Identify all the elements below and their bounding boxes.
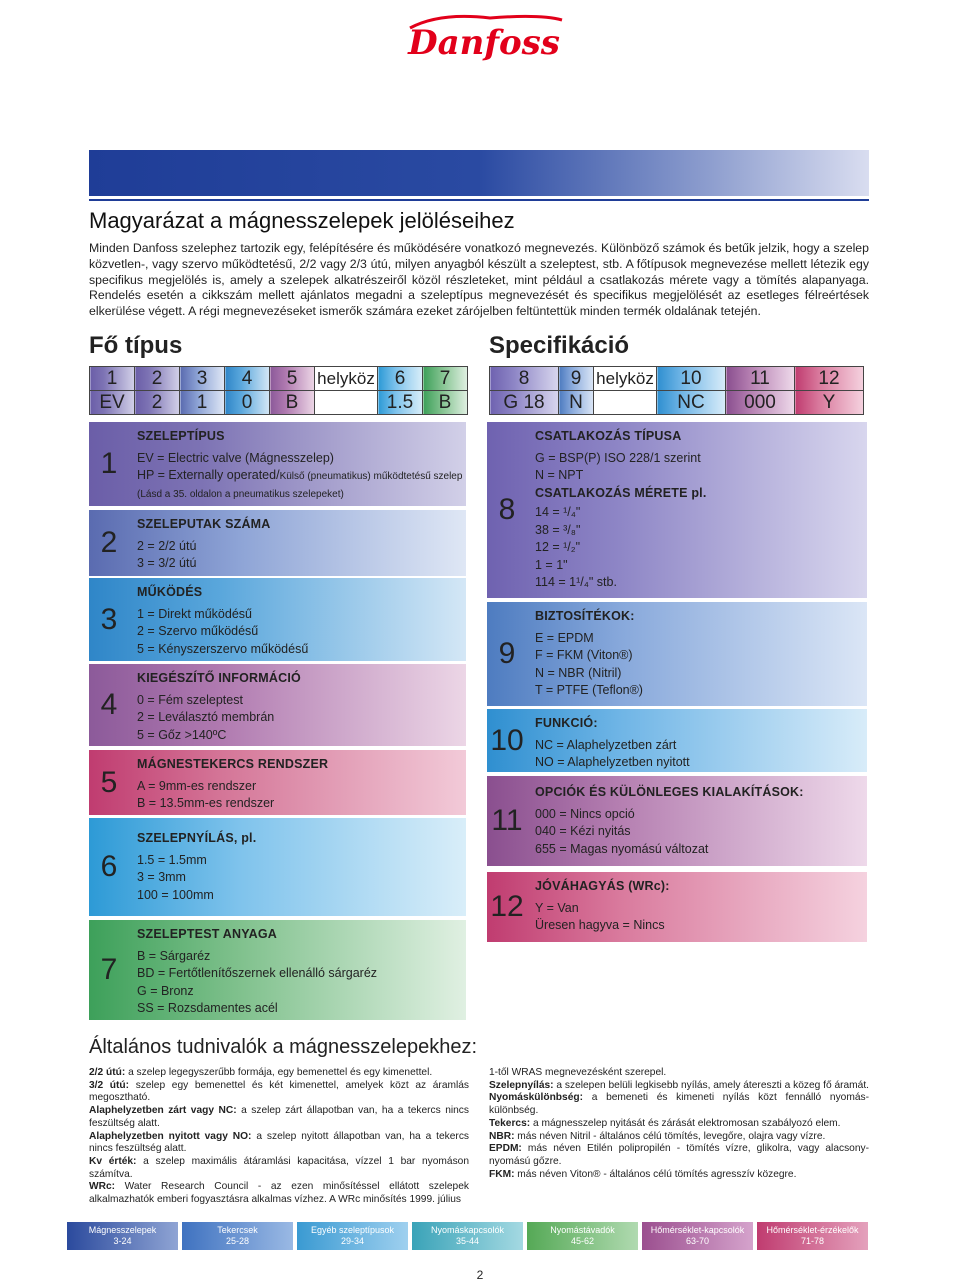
nav-label: Mágnesszelepek (88, 1225, 157, 1235)
row-line: N = NPT (535, 468, 584, 482)
term-text: a szelep legegyszerűbb formája, egy bemenettel és egy kimenettel. (125, 1067, 433, 1078)
row-heading: CSATLAKOZÁS TÍPUSA (535, 429, 682, 443)
footer-nav-homerseklet-erzekelok[interactable] (757, 1222, 868, 1250)
fo-row-3 (89, 578, 466, 661)
row-line: 655 = Magas nyomású változat (535, 841, 709, 856)
row-body (129, 750, 466, 815)
logo-text: Danfoss (408, 23, 560, 63)
row-body (129, 510, 466, 576)
fo-row-5 (89, 750, 466, 815)
row-line: F = FKM (Viton®) (535, 648, 633, 662)
spec-row-12 (487, 872, 867, 942)
definition (89, 1156, 469, 1181)
nav-label: Nyomástávadók (550, 1225, 615, 1235)
code-cell: 2 (135, 391, 180, 415)
definition (489, 1118, 869, 1131)
row-heading: CSATLAKOZÁS MÉRETE pl. (535, 485, 707, 500)
header-band (89, 150, 869, 196)
fo-row-7 (89, 920, 466, 1020)
nav-label: Tekercsek (217, 1225, 258, 1235)
code-cell: EV (90, 391, 135, 415)
term-text: a szelep maximális átáramlási kapacitása, vízzel 1 bar nyomáson számítva. (89, 1155, 469, 1180)
fo-tipus-code-table (89, 366, 468, 415)
term: WRc: (89, 1181, 116, 1193)
row-line: 2 = Leválasztó membrán (137, 710, 275, 724)
row-body (527, 776, 867, 866)
term: Tekercs: (489, 1117, 531, 1129)
row-line: NO = Alaphelyzetben nyitott (535, 755, 690, 769)
row-line: 100 = 100mm (137, 887, 214, 902)
code-cell: 8 (490, 367, 559, 391)
term-text: a mágnesszelep nyitását és zárását elektromosan szabályozó elem. (530, 1117, 841, 1129)
code-value-row (90, 391, 468, 415)
general-info-left (89, 1067, 469, 1207)
row-line: 0 = Fém szeleptest (137, 692, 243, 707)
code-cell: helyköz (594, 367, 657, 391)
code-cell: 4 (225, 367, 270, 391)
row-heading: MÁGNESTEKERCS RENDSZER (137, 757, 329, 771)
header-divider (89, 199, 869, 201)
term: Alaphelyzetben zárt vagy NC: (89, 1105, 237, 1117)
row-body (129, 578, 466, 661)
term: 3/2 útú: (89, 1079, 130, 1091)
row-line-part: Külső (pneumatikus) működtetésű szelep (279, 471, 463, 482)
code-cell: 1.5 (378, 391, 423, 415)
row-number: 5 (100, 765, 118, 799)
specifikacio-code-table (489, 366, 864, 415)
row-number: 3 (100, 602, 118, 636)
term-text: 1-től WRAS megnevezésként szerepel. (489, 1067, 667, 1078)
row-heading: KIEGÉSZÍTŐ INFORMÁCIÓ (137, 671, 301, 685)
nav-pages: 71-78 (800, 1236, 825, 1246)
nav-label: Egyéb szeleptípusok (310, 1225, 395, 1235)
row-number: 4 (100, 688, 118, 721)
row-heading: OPCIÓK ÉS KÜLÖNLEGES KIALAKÍTÁSOK: (535, 785, 804, 799)
row-line: 2 = 2/2 útú (137, 538, 197, 553)
nav-pages: 63-70 (685, 1236, 710, 1246)
row-line: T = PTFE (Teflon®) (535, 683, 643, 697)
nav-label: Hőmérséklet-érzékelők (766, 1225, 859, 1235)
spec-row-11 (487, 776, 867, 866)
fo-tipus-title: Fő típus (89, 332, 183, 359)
row-heading: SZELEPUTAK SZÁMA (137, 517, 271, 531)
row-line: 114 = 1¹/₄" stb. (535, 575, 617, 589)
code-cell: 1 (90, 367, 135, 391)
row-line: G = BSP(P) ISO 228/1 szerint (535, 450, 701, 465)
row-body (129, 664, 466, 746)
row-number: 11 (491, 804, 523, 837)
term-text: más néven Viton® - általános célú tömítés agresszív közegre. (514, 1168, 797, 1180)
row-line: 000 = Nincs opció (535, 806, 635, 821)
term-text: a szelepen belüli legkisebb nyílás, amely átereszti a közeg fő áramát. (553, 1079, 869, 1091)
fo-row-1 (89, 422, 466, 506)
row-number: 8 (498, 493, 516, 526)
row-number: 12 (490, 890, 524, 923)
row-line: 1 = 1" (535, 557, 568, 572)
general-info-right (489, 1067, 869, 1181)
row-line: 1.5 = 1.5mm (137, 852, 207, 867)
spec-row-9 (487, 602, 867, 706)
row-heading: FUNKCIÓ: (535, 716, 598, 730)
code-cell: 0 (225, 391, 270, 415)
row-line: 12 = ¹/₂" (535, 540, 581, 554)
code-cell: 6 (378, 367, 423, 391)
definition (89, 1105, 469, 1130)
row-body (129, 422, 466, 506)
row-body (129, 920, 466, 1020)
definition (89, 1067, 469, 1080)
footer-nav-magnesszelepek[interactable] (67, 1222, 178, 1250)
row-line: 38 = ³/₈" (535, 522, 581, 537)
term-text: a bemeneti és kimeneti nyílás közt fennálló nyomás-különbség. (489, 1092, 869, 1117)
term: EPDM: (489, 1143, 522, 1155)
term: Alaphelyzetben nyitott vagy NO: (89, 1130, 252, 1142)
code-cell: 2 (135, 367, 180, 391)
nav-pages: 45-62 (570, 1236, 595, 1246)
row-number: 9 (498, 637, 516, 670)
term-text: más néven Etilén polipropilén - tömítés vízre, glikolra, vagy alacsony-nyomású gőzre. (489, 1143, 869, 1167)
code-value-row (490, 391, 864, 415)
row-heading: JÓVÁHAGYÁS (WRc): (535, 879, 670, 893)
row-number: 7 (100, 953, 118, 986)
code-cell: B (423, 391, 468, 415)
definition (489, 1080, 869, 1093)
definition (489, 1169, 869, 1182)
row-line-part: HP = Externally operated/ (137, 468, 280, 482)
term: FKM: (489, 1168, 515, 1180)
nav-pages: 35-44 (455, 1236, 480, 1246)
definition (489, 1131, 869, 1144)
row-line: G = Bronz (137, 983, 194, 998)
definition (489, 1067, 869, 1080)
term: Kv érték: (89, 1155, 137, 1167)
row-line: EV = Electric valve (Mágnesszelep) (137, 450, 334, 465)
spec-row-8 (487, 422, 867, 598)
code-cell: 11 (726, 367, 795, 391)
row-line (137, 467, 466, 486)
code-cell: helyköz (315, 367, 378, 391)
nav-pages: 25-28 (225, 1236, 250, 1246)
fo-row-2 (89, 510, 466, 576)
nav-label: Hőmérséklet-kapcsolók (650, 1225, 745, 1235)
row-heading: SZELEPTEST ANYAGA (137, 927, 277, 941)
page-title: Magyarázat a mágnesszelepek jelöléseihez (89, 208, 515, 233)
term-text: a szelep zárt állapotban van, ha a tekercs nincs feszültség alatt. (89, 1105, 469, 1129)
code-cell: B (270, 391, 315, 415)
footer-nav-homerseklet-kapcsolok[interactable] (642, 1222, 753, 1250)
definition (89, 1181, 469, 1206)
row-number: 2 (100, 526, 118, 559)
definition (489, 1092, 869, 1117)
term-text: Water Research Council - az ezen minősítéssel ellátott szelepek alkalmazhatók emberi fogyasztásra alkalmas vízhez. A WRc minősítés 1999. július (89, 1181, 469, 1206)
definition (489, 1143, 869, 1168)
fo-row-4 (89, 664, 466, 746)
row-line: A = 9mm-es rendszer (137, 778, 257, 793)
specifikacio-title: Specifikáció (489, 332, 630, 359)
row-number: 6 (100, 850, 118, 883)
footer-nav (67, 1222, 868, 1250)
code-header-row (90, 367, 468, 391)
nav-pages: 3-24 (113, 1236, 132, 1246)
row-heading: MŰKÖDÉS (137, 585, 203, 599)
fo-row-6 (89, 818, 466, 916)
intro-paragraph: Minden Danfoss szelephez tartozik egy, felépítésére és működésére vonatkozó megnevezés. Különböző számok és betűk jelzik, hogy a szelep közvetlen-, vagy szervo működtetésű, 2/2 vagy 2/3 útú, milyen anyagból készült a szeleptest, stb. A főtípusok megnevezése mellett létezik egy specifikus megjelölés is, amely a szelepek alkatrészeiről közöl részleteket, mint például a csatlakozás mérete vagy a tömítés alapanyaga. Rendelés esetén a cikkszám mellett ajánlatos megadni a szeleptípus megnevezését és specifikus megjelölését az esetleges félreértések elkerülése végett. A régi megnevezéseket ismerők számára ezeket zárójelben feltüntettük minden termék oldalának tetején. (89, 241, 869, 319)
term: 2/2 útú: (89, 1067, 126, 1078)
row-line: 14 = ¹/₄" (535, 505, 581, 519)
code-cell: 12 (795, 367, 864, 391)
code-cell: 10 (657, 367, 726, 391)
danfoss-logo (400, 6, 570, 66)
code-cell: NC (657, 391, 726, 415)
code-cell (594, 391, 657, 415)
term: NBR: (489, 1130, 515, 1142)
row-number: 1 (100, 447, 118, 480)
row-heading: BIZTOSÍTÉKOK: (535, 609, 635, 623)
row-line: B = 13.5mm-es rendszer (137, 796, 275, 810)
general-info-title: Általános tudnivalók a mágnesszelepekhez: (89, 1036, 478, 1058)
row-heading: SZELEPTÍPUS (137, 429, 225, 443)
page-number: 2 (476, 1268, 484, 1282)
row-line: Üresen hagyva = Nincs (535, 918, 665, 932)
spec-row-10 (487, 709, 867, 772)
code-cell: 7 (423, 367, 468, 391)
row-body (527, 709, 867, 772)
definition (89, 1080, 469, 1105)
row-line: 3 = 3mm (137, 870, 186, 884)
code-cell: 3 (180, 367, 225, 391)
code-cell: 5 (270, 367, 315, 391)
term-text: más néven Nitril - általános célú tömítés, levegőre, olajra vagy vízre. (514, 1130, 826, 1142)
row-line: 5 = Gőz >140ºC (137, 727, 227, 742)
definition (89, 1131, 469, 1156)
row-line: 2 = Szervo működésű (137, 624, 259, 638)
row-line: NC = Alaphelyzetben zárt (535, 737, 677, 752)
code-cell: 000 (726, 391, 795, 415)
footer-nav-egyeb-szeleptipusok[interactable] (297, 1222, 408, 1250)
row-line: (Lásd a 35. oldalon a pneumatikus szelepeket) (137, 488, 344, 500)
row-line: E = EPDM (535, 630, 594, 645)
row-line: 1 = Direkt működésű (137, 606, 252, 621)
row-line: Y = Van (535, 900, 579, 915)
code-header-row (490, 367, 864, 391)
row-body (129, 818, 466, 916)
footer-nav-nyomastavadok[interactable] (527, 1222, 638, 1250)
row-line: 040 = Kézi nyitás (535, 824, 631, 838)
code-cell: Y (795, 391, 864, 415)
row-body (527, 872, 867, 942)
row-body (527, 602, 867, 706)
row-heading: SZELEPNYÍLÁS, pl. (137, 831, 257, 845)
row-line: BD = Fertőtlenítőszernek ellenálló sárgaréz (137, 966, 378, 980)
code-cell: G 18 (490, 391, 559, 415)
code-cell: 9 (559, 367, 594, 391)
row-line: SS = Rozsdamentes acél (137, 1001, 278, 1015)
row-line: N = NBR (Nitril) (535, 665, 622, 680)
footer-nav-nyomaskapcsolok[interactable] (412, 1222, 523, 1250)
term-text: szelep egy bemenettel és két kimenettel, amelyek közt az áramlás megosztható. (89, 1079, 469, 1104)
row-line: 5 = Kényszerszervo működésű (137, 641, 309, 656)
code-cell: N (559, 391, 594, 415)
term: Nyomáskülönbség: (489, 1092, 583, 1104)
nav-pages: 29-34 (340, 1236, 365, 1246)
row-line: B = Sárgaréz (137, 948, 211, 963)
term: Szelepnyílás: (489, 1079, 554, 1091)
row-number: 10 (490, 723, 524, 757)
row-line: 3 = 3/2 útú (137, 556, 197, 570)
code-cell (315, 391, 378, 415)
nav-label: Nyomáskapcsolók (430, 1225, 505, 1235)
footer-nav-tekercsek[interactable] (182, 1222, 293, 1250)
code-cell: 1 (180, 391, 225, 415)
row-body (527, 422, 867, 598)
term-text: a szelep nyitott állapotban van, ha a tekercs nincs feszültség alatt. (89, 1130, 470, 1155)
